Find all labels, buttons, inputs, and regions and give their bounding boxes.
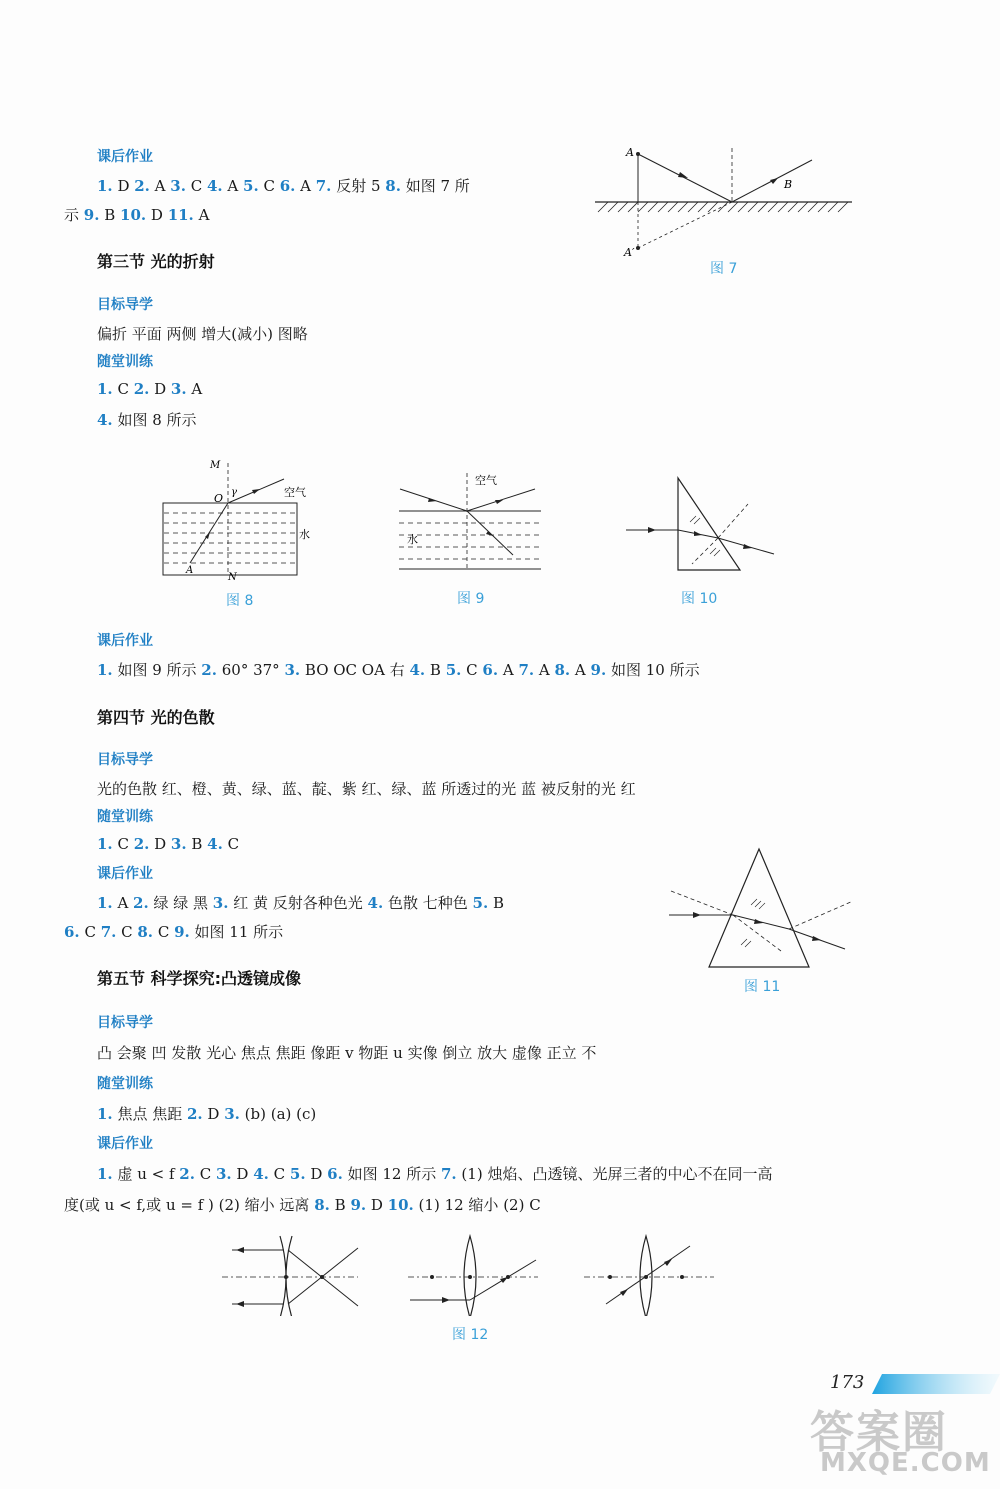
answer-text: D: [149, 380, 171, 398]
question-number: 3.: [170, 177, 186, 195]
fig9-label-air: 空气: [475, 474, 497, 487]
question-number: 8.: [314, 1196, 330, 1214]
sec4-homework-line1: [97, 892, 504, 913]
section-3-title: 第三节 光的折射: [97, 252, 215, 271]
question-number: 5.: [289, 1165, 306, 1183]
answer-text: A: [186, 380, 203, 398]
answer-text: (1) 烛焰、凸透镜、光屏三者的中心不在同一高: [456, 1165, 773, 1183]
question-number: 2.: [134, 177, 150, 195]
answer-text: 如图 11 所示: [189, 923, 284, 941]
answer-text: C: [222, 835, 240, 853]
question-number: 6.: [327, 1165, 343, 1183]
figure-7-caption: 图 7: [710, 261, 738, 277]
question-number: 10.: [387, 1196, 414, 1214]
fig7-label-b: B: [784, 178, 793, 191]
answer-text: C: [268, 1165, 290, 1183]
answer-text: 如图 9 所示: [112, 661, 202, 679]
fig8-label-gamma: γ: [231, 487, 237, 498]
question-number: 1.: [97, 1105, 113, 1123]
section-5-title: 第五节 科学探究:凸透镜成像: [97, 969, 301, 988]
question-number: 7.: [315, 177, 332, 195]
answer-text: B: [186, 835, 208, 853]
sec2-homework-line2: [64, 204, 209, 225]
answer-text: B: [329, 1196, 351, 1214]
figure-9-refraction-diagram: [395, 465, 545, 575]
answer-text: BO OC OA 右: [300, 661, 410, 679]
answer-text: A: [498, 661, 519, 679]
answer-text: 反射 5: [331, 177, 386, 195]
question-number: 2.: [133, 894, 149, 912]
question-number: 4.: [206, 177, 223, 195]
question-number: 1.: [97, 380, 113, 398]
answer-text: C: [258, 177, 280, 195]
sec5-drill-line1: [97, 1103, 316, 1124]
answer-text: 度(或 u < f,或 u = f ) (2) 缩小 远离: [64, 1196, 315, 1214]
sec3-goal-label: 目标导学: [97, 297, 153, 313]
figure-12-caption: 图 12: [452, 1327, 489, 1343]
question-number: 9.: [590, 661, 607, 679]
answer-text: C: [116, 923, 138, 941]
answer-text: D: [305, 1165, 328, 1183]
answer-text: D: [112, 177, 135, 195]
fig8-label-o: O: [214, 492, 224, 505]
answer-text: 焦点 焦距: [112, 1105, 187, 1123]
question-number: 5.: [472, 894, 489, 912]
sec5-homework-label: 课后作业: [97, 1136, 153, 1152]
sec3-homework-label: 课后作业: [97, 633, 153, 649]
sec3-drill-line1: [97, 380, 202, 398]
answer-text: A: [295, 177, 316, 195]
answer-text: 色散 七种色: [383, 894, 473, 912]
question-number: 9.: [174, 923, 190, 941]
question-number: 6.: [482, 661, 499, 679]
sec2-homework-label: 课后作业: [97, 149, 153, 165]
answer-text: D: [146, 206, 168, 224]
question-number: 7.: [518, 661, 535, 679]
answer-text: A: [193, 206, 210, 224]
page-number-ribbon: [870, 1372, 1000, 1396]
sec3-drill-line2: [97, 409, 197, 430]
question-number: 7.: [100, 923, 117, 941]
question-number: 5.: [243, 177, 259, 195]
answer-text: C: [112, 835, 134, 853]
question-number: 3.: [170, 380, 187, 398]
answer-text: D: [149, 835, 171, 853]
question-number: 10.: [120, 206, 147, 224]
sec5-goal-label: 目标导学: [97, 1015, 153, 1031]
question-number: 4.: [97, 411, 113, 429]
fig8-label-m: M: [210, 460, 221, 471]
question-number: 4.: [253, 1165, 269, 1183]
watermark-logo: 答案圈: [810, 1407, 948, 1458]
question-number: 4.: [409, 661, 426, 679]
figure-8-caption: 图 8: [226, 593, 254, 609]
question-number: 3.: [170, 835, 187, 853]
sec4-goal-text: 光的色散 红、橙、黄、绿、蓝、靛、紫 红、绿、蓝 所透过的光 蓝 被反射的光 红: [97, 780, 636, 798]
section-4-title: 第四节 光的色散: [97, 708, 215, 727]
answer-text: C: [79, 923, 101, 941]
page-number: 173: [830, 1372, 865, 1393]
sec3-drill-label: 随堂训练: [97, 354, 153, 370]
answer-text: D: [366, 1196, 388, 1214]
question-number: 2.: [133, 380, 150, 398]
question-number: 1.: [97, 661, 113, 679]
question-number: 11.: [167, 206, 194, 224]
sec3-goal-text: 偏折 平面 两侧 增大(减小) 图略: [97, 325, 308, 343]
question-number: 8.: [385, 177, 401, 195]
question-number: 2.: [133, 835, 150, 853]
question-number: 9.: [350, 1196, 367, 1214]
answer-text: C: [185, 177, 207, 195]
fig8-label-air: 空气: [284, 486, 306, 499]
fig8-label-n: N: [228, 572, 237, 580]
question-number: 3.: [284, 661, 301, 679]
figure-9-caption: 图 9: [457, 591, 485, 607]
watermark-url: MXQE.COM: [820, 1448, 991, 1478]
question-number: 2.: [201, 661, 217, 679]
sec5-drill-label: 随堂训练: [97, 1076, 153, 1092]
figure-11-caption: 图 11: [744, 979, 781, 995]
sec2-homework-line1: [97, 175, 470, 196]
question-number: 8.: [137, 923, 154, 941]
answer-text: C: [194, 1165, 216, 1183]
answer-text: C: [112, 380, 134, 398]
question-number: 8.: [554, 661, 571, 679]
answer-text: A: [222, 177, 244, 195]
sec5-homework-line2: [64, 1194, 541, 1215]
sec3-homework-line1: [97, 659, 700, 680]
sec4-homework-line2: [64, 921, 283, 942]
fig7-label-a-prime: A′: [624, 246, 635, 259]
question-number: 1.: [97, 835, 113, 853]
sec4-homework-label: 课后作业: [97, 866, 153, 882]
question-number: 5.: [445, 661, 462, 679]
answer-text: 如图 8 所示: [112, 411, 197, 429]
answer-text: (b) (a) (c): [239, 1105, 317, 1123]
question-number: 6.: [279, 177, 296, 195]
answer-text: D: [202, 1105, 225, 1123]
answer-text: B: [488, 894, 504, 912]
answer-text: 红 黄 反射各种色光: [228, 894, 368, 912]
sec4-drill-label: 随堂训练: [97, 809, 153, 825]
question-number: 2.: [186, 1105, 203, 1123]
question-number: 3.: [224, 1105, 240, 1123]
fig8-label-water: 水: [299, 528, 310, 541]
figure-7-reflection-diagram: [590, 140, 860, 260]
answer-text: 如图 7 所: [400, 177, 470, 195]
answer-text: C: [461, 661, 483, 679]
figure-10-caption: 图 10: [681, 591, 718, 607]
question-number: 1.: [97, 894, 113, 912]
answer-text: 绿 绿 黑: [148, 894, 213, 912]
answer-text: B: [425, 661, 446, 679]
sec5-homework-line1: [97, 1163, 772, 1184]
sec5-goal-text: 凸 会聚 凹 发散 光心 焦点 焦距 像距 v 物距 u 实像 倒立 放大 虚像 正立 不: [97, 1044, 597, 1062]
answer-text: 虚 u < f: [112, 1165, 180, 1183]
answer-text: A: [534, 661, 555, 679]
sec4-goal-label: 目标导学: [97, 752, 153, 768]
question-number: 4.: [207, 835, 223, 853]
answer-text: A: [149, 177, 171, 195]
question-number: 1.: [97, 1165, 113, 1183]
figure-10-prism-diagram: [622, 472, 782, 576]
sec4-drill-line1: [97, 835, 239, 853]
fig8-label-a: A: [186, 565, 194, 576]
answer-text: A: [112, 894, 134, 912]
figure-12-lens-diagrams: [222, 1232, 722, 1316]
answer-text: (1) 12 缩小 (2) C: [413, 1196, 541, 1214]
answer-text: A: [570, 661, 591, 679]
question-number: 9.: [83, 206, 100, 224]
answer-text: 如图 10 所示: [606, 661, 700, 679]
fig9-label-water: 水: [407, 533, 418, 546]
question-number: 1.: [97, 177, 113, 195]
figure-8-refraction-diagram: [160, 455, 320, 580]
answer-text: B: [99, 206, 121, 224]
question-number: 4.: [367, 894, 384, 912]
fig7-label-a: A: [626, 146, 634, 159]
answer-text: C: [153, 923, 175, 941]
question-number: 6.: [64, 923, 80, 941]
answer-text: 如图 12 所示: [342, 1165, 441, 1183]
question-number: 2.: [179, 1165, 195, 1183]
question-number: 3.: [215, 1165, 232, 1183]
question-number: 3.: [212, 894, 229, 912]
answer-text: D: [231, 1165, 254, 1183]
figure-11-prism-dispersion-diagram: [665, 845, 857, 973]
answer-text: 60° 37°: [216, 661, 285, 679]
answer-text: 示: [64, 206, 84, 224]
question-number: 7.: [440, 1165, 457, 1183]
